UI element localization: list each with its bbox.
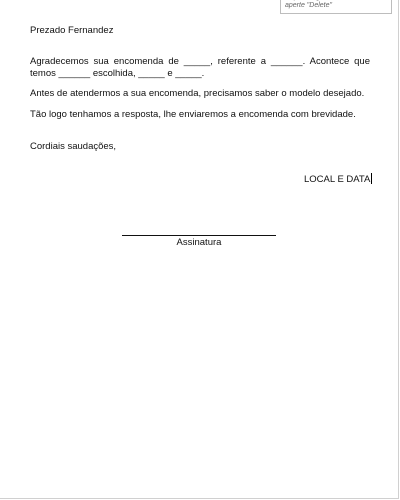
- comment-balloon[interactable]: [280, 0, 392, 14]
- local-date-line[interactable]: [304, 173, 372, 186]
- letter-paragraph-2[interactable]: Antes de atendermos a sua encomenda, precisamos saber o modelo desejado.: [30, 88, 365, 99]
- letter-paragraph-1[interactable]: Agradecemos sua encomenda de _____, referente a ______. Acontece que temos ______ escolhida, _____ e _____.: [30, 56, 370, 79]
- letter-paragraph-3[interactable]: Tão logo tenhamos a resposta, lhe enviaremos a encomenda com brevidade.: [30, 109, 356, 120]
- text-cursor: [371, 173, 372, 184]
- signature-label[interactable]: Assinatura: [176, 237, 222, 248]
- signature-line: [122, 235, 276, 236]
- letter-greeting[interactable]: Prezado Fernandez: [30, 25, 114, 36]
- letter-closing[interactable]: Cordiais saudações,: [30, 141, 117, 152]
- comment-line-2: aperte "Delete": [285, 2, 332, 9]
- local-date-text: LOCAL E DATA: [304, 174, 371, 185]
